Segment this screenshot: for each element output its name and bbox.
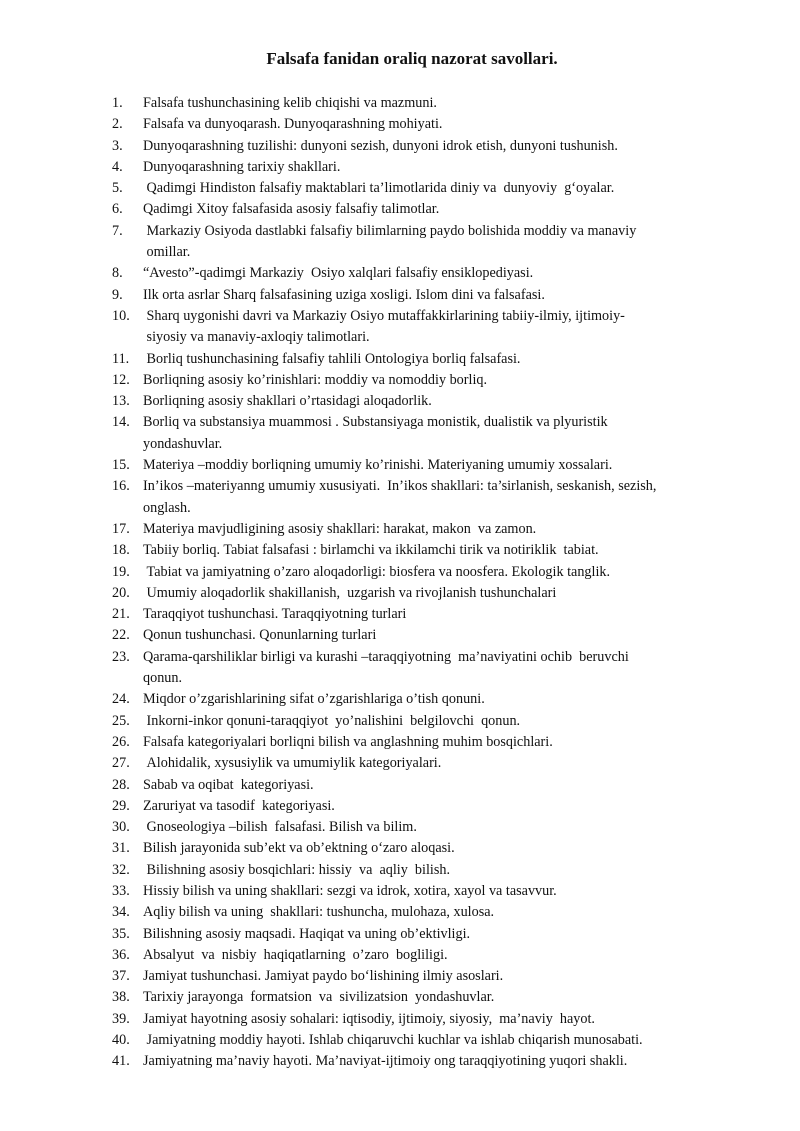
question-number: 36. <box>112 946 130 963</box>
question-number: 31. <box>112 840 130 857</box>
question-text: Tabiat va jamiyatning o’zaro aloqadorligi: biosfera va noosfera. Ekologik tanglik. <box>143 563 611 580</box>
question-text: Materiya mavjudligining asosiy shakllari: harakat, makon va zamon. <box>143 520 537 537</box>
question-item <box>112 263 752 284</box>
question-item <box>112 199 752 220</box>
question-item <box>112 966 752 987</box>
question-item <box>112 157 752 178</box>
question-item <box>112 625 752 646</box>
question-item <box>112 860 752 881</box>
question-text: Markaziy Osiyoda dastlabki falsafiy bilimlarning paydo bolishida moddiy va manaviy omillar. <box>146 222 637 261</box>
question-text: Borliqning asosiy shakllari o’rtasidagi aloqadorlik. <box>143 393 432 410</box>
question-text: Falsafa va dunyoqarash. Dunyoqarashning mohiyati. <box>143 116 443 133</box>
question-number: 41. <box>112 1053 130 1070</box>
question-text: “Avesto”-qadimgi Markaziy Osiyo xalqlari falsafiy ensiklopediyasi. <box>143 265 534 282</box>
question-text: Dunyoqarashning tarixiy shakllari. <box>143 158 341 175</box>
question-number: 26. <box>112 733 130 750</box>
question-number: 6. <box>112 201 123 218</box>
question-item <box>112 114 752 135</box>
question-number: 34. <box>112 904 130 921</box>
question-text: Taraqqiyot tushunchasi. Taraqqiyotning turlari <box>143 606 407 623</box>
question-item <box>112 604 752 625</box>
question-text: In’ikos –materiyanng umumiy xususiyati. In’ikos shakllari: ta’sirlanish, seskanish, sezish, onglash. <box>143 478 657 516</box>
question-text: Jamiyatning moddiy hayoti. Ishlab chiqaruvchi kuchlar va ishlab chiqarish munosabati. <box>143 1032 643 1049</box>
question-number: 8. <box>112 265 123 282</box>
question-item <box>112 583 752 604</box>
question-number: 30. <box>112 819 130 836</box>
question-number: 24. <box>112 691 130 708</box>
question-item <box>112 732 752 753</box>
question-number: 27. <box>112 755 130 772</box>
question-text: Hissiy bilish va uning shakllari: sezgi va idrok, xotira, xayol va tasavvur. <box>143 882 557 899</box>
question-number: 3. <box>112 137 123 154</box>
question-number: 39. <box>112 1010 130 1027</box>
question-text: Bilishning asosiy bosqichlari: hissiy va aqliy bilish. <box>143 861 450 878</box>
question-text: Tarixiy jarayonga formatsion va sivilizatsion yondashuvlar. <box>143 989 495 1006</box>
question-text: Falsafa kategoriyalari borliqni bilish va anglashning muhim bosqichlari. <box>143 733 553 750</box>
question-number: 18. <box>112 542 130 559</box>
question-text: Falsafa tushunchasining kelib chiqishi va mazmuni. <box>143 95 437 111</box>
question-item <box>112 178 752 199</box>
question-item <box>112 391 752 412</box>
question-list <box>112 93 752 1073</box>
question-text: Umumiy aloqadorlik shakillanish, uzgarish va rivojlanish tushunchalari <box>143 584 557 601</box>
question-text: Sharq uygonishi davri va Markaziy Osiyo mutaffakkirlarining tabiiy-ilmiy, ijtimoiy- siyosiy va manaviy-axloqiy talimotlari. <box>146 307 625 346</box>
question-text: Bilish jarayonida sub’ekt va ob’ektning o‘zaro aloqasi. <box>143 840 455 857</box>
question-text: Jamiyatning ma’naviy hayoti. Ma’naviyat-ijtimoiy ong taraqqiyotining yuqori shakli. <box>143 1053 628 1070</box>
question-item <box>112 924 752 945</box>
question-item <box>112 540 752 561</box>
question-number: 21. <box>112 606 130 623</box>
question-number: 9. <box>112 286 123 303</box>
question-number: 17. <box>112 520 130 537</box>
question-text: Qadimgi Xitoy falsafasida asosiy falsafiy talimotlar. <box>143 201 440 218</box>
question-text: Ilk orta asrlar Sharq falsafasining uziga xosligi. Islom dini va falsafasi. <box>143 286 545 303</box>
question-number: 15. <box>112 457 130 474</box>
question-text: Zaruriyat va tasodif kategoriyasi. <box>143 797 335 814</box>
question-text: Qonun tushunchasi. Qonunlarning turlari <box>143 627 377 644</box>
question-item <box>112 285 752 306</box>
question-number: 5. <box>112 180 123 197</box>
question-number: 29. <box>112 797 130 814</box>
question-number: 35. <box>112 925 130 942</box>
question-number: 38. <box>112 989 130 1006</box>
question-item <box>112 519 752 540</box>
question-number: 28. <box>112 776 130 793</box>
question-item <box>112 136 752 157</box>
question-item <box>112 838 752 859</box>
question-item <box>112 370 752 391</box>
question-item <box>112 945 752 966</box>
question-text: Jamiyat tushunchasi. Jamiyat paydo bo‘lishining ilmiy asoslari. <box>143 968 504 985</box>
document-title: Falsafa fanidan oraliq nazorat savollari. <box>266 49 558 68</box>
question-text: Sabab va oqibat kategoriyasi. <box>143 776 314 793</box>
question-item <box>112 711 752 732</box>
question-item <box>112 476 752 519</box>
question-number: 11. <box>112 350 130 367</box>
question-item <box>112 1009 752 1030</box>
question-number: 22. <box>112 627 130 644</box>
question-number: 7. <box>112 222 123 239</box>
question-item <box>112 455 752 476</box>
question-number: 10. <box>112 307 130 324</box>
question-number: 19. <box>112 563 130 580</box>
question-text: Dunyoqarashning tuzilishi: dunyoni sezish, dunyoni idrok etish, dunyoni tushunish. <box>143 137 618 154</box>
question-item <box>112 902 752 923</box>
question-item <box>112 881 752 902</box>
question-item <box>112 1030 752 1051</box>
question-text: Absalyut va nisbiy haqiqatlarning o’zaro bogliligi. <box>143 946 448 963</box>
question-text: Qadimgi Hindiston falsafiy maktablari ta’limotlarida diniy va dunyoviy g‘oyalar. <box>143 180 615 197</box>
question-text: Gnoseologiya –bilish falsafasi. Bilish va bilim. <box>143 819 417 836</box>
question-text: Borliqning asosiy ko’rinishlari: moddiy va nomoddiy borliq. <box>143 371 488 388</box>
question-text: Tabiiy borliq. Tabiat falsafasi : birlamchi va ikkilamchi tirik va notiriklik tabiat. <box>143 542 599 559</box>
question-number: 20. <box>112 584 130 601</box>
question-text: Bilishning asosiy maqsadi. Haqiqat va uning ob’ektivligi. <box>143 925 471 942</box>
question-item <box>112 689 752 710</box>
question-number: 2. <box>112 116 123 133</box>
question-number: 33. <box>112 882 130 899</box>
question-number: 16. <box>112 478 130 495</box>
question-item <box>112 221 752 264</box>
question-item <box>112 817 752 838</box>
question-number: 12. <box>112 371 130 388</box>
question-number: 23. <box>112 648 130 665</box>
question-item <box>112 1051 752 1072</box>
question-item <box>112 562 752 583</box>
question-item <box>112 93 752 114</box>
question-item <box>112 349 752 370</box>
question-item <box>112 306 752 349</box>
question-item <box>112 987 752 1008</box>
question-number: 14. <box>112 414 130 431</box>
question-number: 37. <box>112 968 130 985</box>
question-text: Borliq tushunchasining falsafiy tahlili Ontologiya borliq falsafasi. <box>143 350 521 367</box>
question-item <box>112 647 752 690</box>
question-number: 4. <box>112 158 123 175</box>
question-text: Borliq va substansiya muammosi . Substansiyaga monistik, dualistik va plyuristik yondashuvlar. <box>143 414 608 452</box>
question-text: Miqdor o’zgarishlarining sifat o’zgarishlariga o’tish qonuni. <box>143 691 485 708</box>
question-item <box>112 412 752 455</box>
question-item <box>112 775 752 796</box>
question-text: Inkorni-inkor qonuni-taraqqiyot yo’nalishini belgilovchi qonun. <box>143 712 521 729</box>
question-number: 25. <box>112 712 130 729</box>
question-text: Aqliy bilish va uning shakllari: tushuncha, mulohaza, xulosa. <box>143 904 495 921</box>
question-item <box>112 753 752 774</box>
question-number: 13. <box>112 393 130 410</box>
question-text: Jamiyat hayotning asosiy sohalari: iqtisodiy, ijtimoiy, siyosiy, ma’naviy hayot. <box>143 1010 595 1027</box>
question-item <box>112 796 752 817</box>
question-number: 32. <box>112 861 130 878</box>
question-number: 40. <box>112 1032 130 1049</box>
question-text: Qarama-qarshiliklar birligi va kurashi –taraqqiyotning ma’naviyatini ochib beruvchi qonun. <box>143 648 629 687</box>
question-text: Alohidalik, xysusiylik va umumiylik kategoriyalari. <box>143 755 442 772</box>
question-number: 1. <box>112 95 123 111</box>
question-text: Materiya –moddiy borliqning umumiy ko’rinishi. Materiyaning umumiy xossalari. <box>143 457 613 474</box>
